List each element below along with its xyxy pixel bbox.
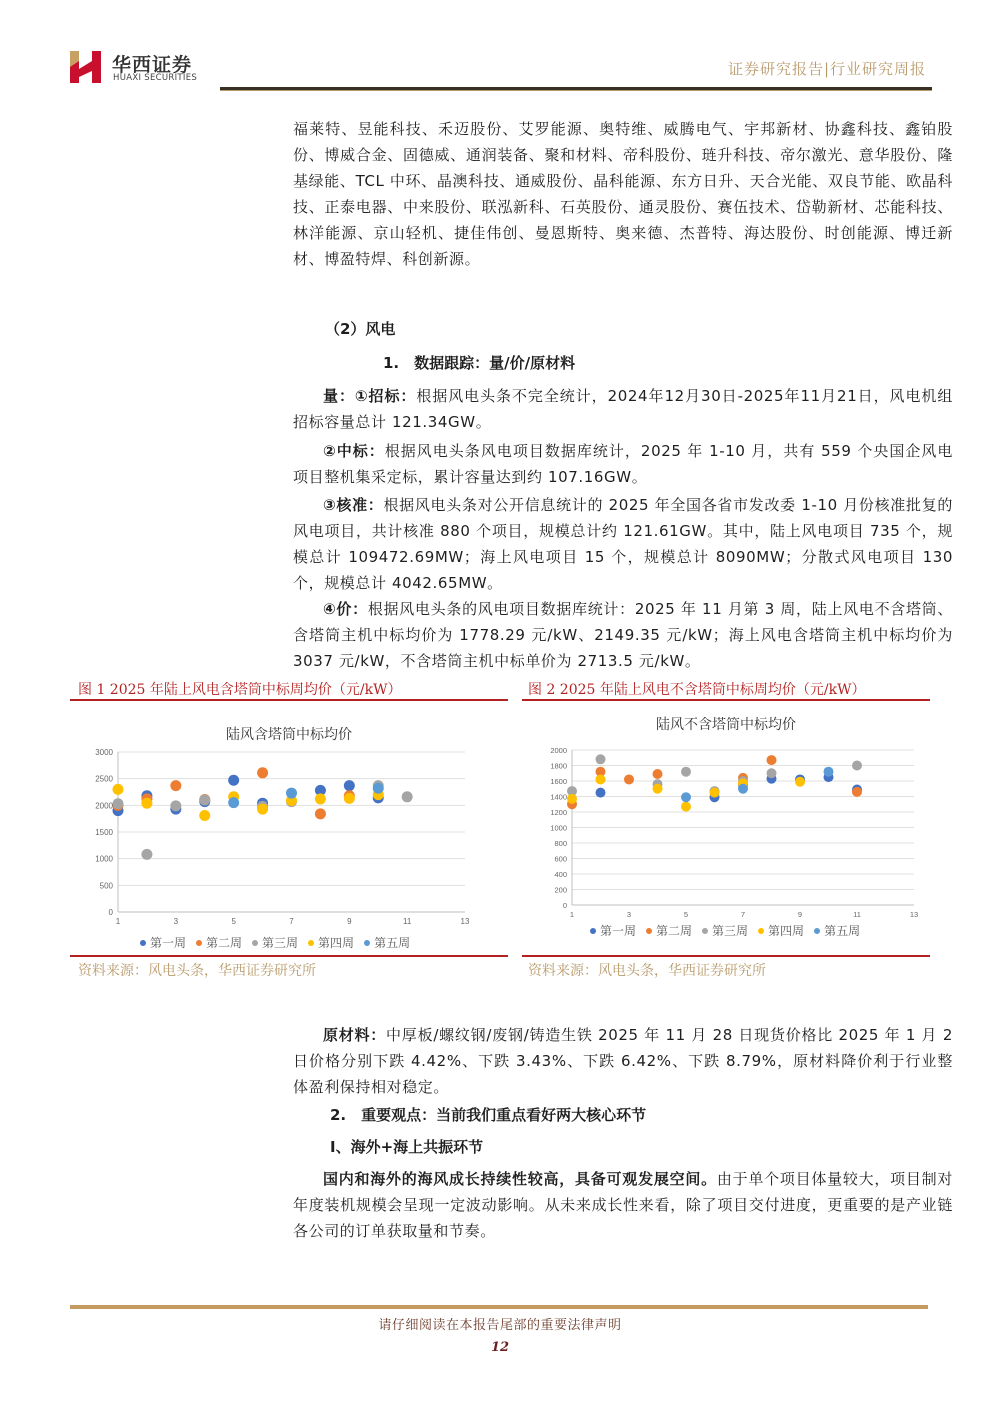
figure-1-bottom-rule [70,955,508,957]
data-point-3 [767,768,777,778]
legend-marker-icon [590,928,596,934]
chart-1-legend [140,934,410,951]
legend-marker-icon [196,940,202,946]
legend-item [196,934,242,951]
legal-disclaimer-note: 请仔细阅读在本报告尾部的重要法律声明 [378,1318,622,1333]
figure-2-bottom-rule [522,955,930,957]
raw-materials-label: 原材料： [323,1026,387,1044]
x-tick-label: 1 [115,917,121,926]
y-tick-label: 0 [108,908,113,917]
data-point-4 [795,777,805,787]
legend-label: 第三周 [712,924,749,938]
data-point-5 [286,788,297,799]
x-tick-label: 13 [909,910,919,919]
company-list-text: 福莱特、昱能科技、禾迈股份、艾罗能源、奥特维、威腾电气、宇邦新材、协鑫科技、鑫铂股份、博威合金、固德威、通润装备、聚和材料、帝科股份、琏升科技、帝尔激光、意华股份、隆基绿能、TCL 中环、晶澳科技、通威股份、晶科能源、东方日升、天合光能、双良节能、欧晶科技、正泰电器、中来股份、联泓新科、石英股份、通灵股份、赛伍技术、岱勒新材、芯能科技、林洋能源、京山轻机、捷佳伟创、曼恩斯特、奥来德、杰普特、海达股份、时创能源、博迁新材、博盈特焊、科创新源。 [293,120,953,268]
legend-marker-icon [308,940,314,946]
approval-paragraph [293,492,953,596]
y-tick-label: 2500 [95,774,113,784]
legend-label: 第五周 [374,936,411,950]
data-point-4 [113,784,124,795]
x-tick-label: 5 [231,917,236,926]
y-tick-label: 1200 [550,808,567,817]
legend-label: 第四周 [318,936,355,950]
data-point-5 [738,784,748,794]
legend-label: 第二周 [206,936,243,950]
data-point-3 [141,849,152,860]
data-point-3 [852,761,862,771]
x-tick-label: 11 [403,917,412,926]
data-point-2 [767,755,777,765]
volume-label: 量：①招标： [323,387,417,405]
page-number: 12 [490,1340,510,1355]
approval-label: ③核准： [323,496,384,514]
subsection-overseas-offshore: Ⅰ、海外+海上共振环节 [330,1138,484,1156]
legend-item [364,934,410,951]
price-label: ④价： [323,600,368,618]
y-tick-label: 3000 [95,748,113,757]
data-point-4 [344,793,355,804]
data-point-4 [257,804,268,815]
logo-english-name: HUAXI SECURITIES [113,73,198,83]
raw-materials-text: 中厚板/螺纹钢/废钢/铸造生铁 2025 年 11 月 28 日现货价格比 2025 年 1 月 2 日价格分别下跌 4.42%、下跌 3.43%、下跌 6.42%、下跌 8.79%，原材料降价利于行业整体盈利保持相对稳定。 [293,1026,953,1096]
x-tick-label: 7 [740,910,746,919]
data-point-4 [596,774,606,784]
figure-2-caption: 图 2 2025 年陆上风电不含塔筒中标周均价（元/kW） [528,682,866,698]
subsection-key-views: 2. 重要观点：当前我们重点看好两大核心环节 [330,1106,647,1124]
price-paragraph [293,596,953,674]
approval-text: 根据风电头条对公开信息统计的 2025 年全国各省市发改委 1-10 月份核准批复的风电项目，共计核准 880 个项目，规模总计约 121.61GW。其中，陆上风电项目 735 个，规模总计 109472.69MW；海上风电项目 15 个，规模总计 8090MW；分散式风电项目 130 个，规模总计 4042.65MW。 [293,496,953,592]
y-tick-label: 1000 [550,823,567,833]
company-list-paragraph [293,116,953,272]
data-point-3 [113,798,124,809]
data-point-4 [141,798,152,809]
x-tick-label: 9 [797,910,803,919]
legend-label: 第二周 [656,924,693,938]
chart-1-title: 陆风含塔筒中标均价 [226,727,352,743]
chart-2-legend [590,922,860,939]
y-tick-label: 1000 [95,854,113,864]
chart-1-scatter [70,740,508,930]
data-point-2 [315,808,326,819]
section-heading-wind: （2）风电 [325,320,396,338]
view-bold-text: 国内和海外的海风成长持续性较高，具备可观发展空间。 [323,1170,717,1188]
data-point-5 [824,767,834,777]
x-tick-label: 11 [853,910,861,919]
legend-marker-icon [364,940,370,946]
legend-label: 第一周 [600,924,637,938]
y-tick-label: 800 [554,839,567,848]
y-tick-label: 2000 [550,746,567,755]
x-tick-label: 5 [683,910,689,919]
y-tick-label: 1500 [95,828,113,837]
award-label: ②中标： [323,442,385,460]
raw-materials-paragraph [293,1022,953,1100]
data-point-2 [852,787,862,797]
legend-item [646,922,692,939]
logo-chinese-name: 华西证券 [112,54,193,76]
x-tick-label: 1 [569,910,575,919]
data-point-4 [567,794,577,804]
data-point-1 [344,780,355,791]
x-tick-label: 3 [626,910,632,919]
view-text: 由于单个项目体量较大，项目制对年度装机规模会呈现一定波动影响。从未来成长性来看，除了项目交付进度，更重要的是产业链各公司的订单获取量和节奏。 [293,1170,953,1240]
legend-item [590,922,636,939]
data-point-2 [653,769,663,779]
subsection-data-tracking: 1. 数据跟踪：量/价/原材料 [383,354,576,372]
legend-item [140,934,186,951]
data-point-3 [170,800,181,811]
y-tick-label: 2000 [95,801,113,811]
legend-label: 第一周 [150,936,187,950]
x-tick-label: 7 [289,917,294,926]
legend-marker-icon [702,928,708,934]
footer-divider [70,1305,928,1309]
legend-marker-icon [646,928,652,934]
y-tick-label: 600 [554,854,567,864]
chart-2-scatter [522,740,930,920]
price-text: 根据风电头条的风电项目数据库统计：2025 年 11 月第 3 周，陆上风电不含塔筒、含塔筒主机中标均价为 1778.29 元/kW、2149.35 元/kW；海上风电含塔筒主机中标均价为 3037 元/kW，不含塔筒主机中标单价为 2713.5 元/kW。 [293,600,953,670]
data-point-4 [710,788,720,798]
legend-label: 第三周 [262,936,299,950]
huaxi-logo-icon [68,47,104,85]
legend-marker-icon [140,940,146,946]
data-point-2 [624,774,634,784]
y-tick-label: 400 [554,870,567,879]
legend-marker-icon [814,928,820,934]
legend-item [814,922,860,939]
figure-2-source: 资料来源：风电头条，华西证券研究所 [528,963,766,979]
data-point-1 [596,788,606,798]
report-type-label: 证券研究报告|行业研究周报 [727,60,926,78]
x-tick-label: 13 [460,917,470,926]
data-point-5 [681,792,691,802]
legend-marker-icon [252,940,258,946]
data-point-1 [228,775,239,786]
award-paragraph [293,438,953,490]
data-point-3 [596,754,606,764]
legend-item [308,934,354,951]
y-tick-label: 1800 [550,761,567,771]
y-tick-label: 200 [554,885,567,895]
volume-paragraph [293,383,953,435]
y-tick-label: 500 [99,881,113,891]
figure-1-caption: 图 1 2025 年陆上风电含塔筒中标周均价（元/kW） [78,682,402,698]
award-text: 根据风电头条风电项目数据库统计，2025 年 1-10 月，共有 559 个央国企风电项目整机集采定标，累计容量达到约 107.16GW。 [293,442,953,486]
figure-1-top-rule [70,699,508,701]
x-tick-label: 3 [173,917,179,926]
y-tick-label: 0 [562,901,567,910]
legend-item [702,922,748,939]
data-point-3 [681,767,691,777]
chart-2-title: 陆风不含塔筒中标均价 [656,717,796,733]
data-point-4 [315,793,326,804]
legend-label: 第四周 [768,924,805,938]
data-point-2 [257,767,268,778]
data-point-4 [653,784,663,794]
figure-2-top-rule [522,699,930,701]
y-tick-label: 1400 [550,792,567,802]
legend-item [758,922,804,939]
data-point-4 [681,802,691,812]
legend-item [252,934,298,951]
volume-text: 根据风电头条不完全统计，2024年12月30日-2025年11月21日，风电机组招标容量总计 121.34GW。 [293,387,953,431]
data-point-2 [170,780,181,791]
legend-label: 第五周 [824,924,861,938]
legend-marker-icon [758,928,764,934]
view-paragraph [293,1166,953,1244]
header-divider [220,87,932,91]
data-point-3 [402,791,413,802]
data-point-4 [199,810,210,821]
y-tick-label: 1600 [550,777,567,786]
data-point-5 [373,783,384,794]
x-tick-label: 9 [347,917,352,926]
figure-1-source: 资料来源：风电头条，华西证券研究所 [78,963,316,979]
data-point-5 [228,797,239,808]
data-point-3 [199,795,210,806]
